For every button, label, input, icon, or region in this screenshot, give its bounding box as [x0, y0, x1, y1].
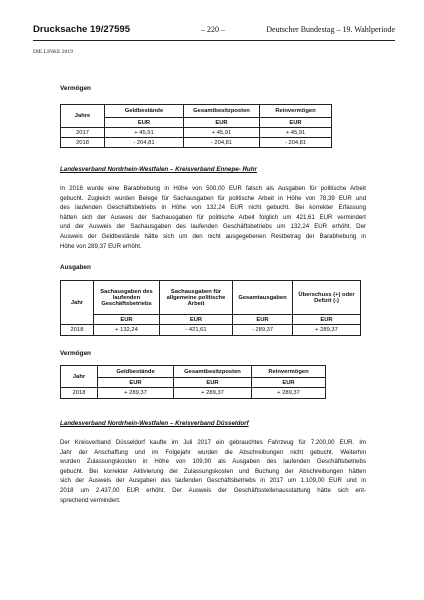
table-cell: - 204,81 [105, 138, 184, 148]
unit-cell: EUR [252, 378, 326, 388]
table-row [61, 325, 361, 336]
column-header: Jahr [61, 366, 98, 388]
column-header: Überschuss (+) oder Defizit (-) [293, 281, 361, 315]
paragraph-line: des laufenden Geschäftsbetriebs in Höhe von 132,24 EUR nicht gebucht. Bei korrekter Erfassung [60, 204, 366, 212]
paragraph-line: 2018 um 2.437,00 EUR erhöht. Der Ausweis der Geschäftsstellenausstattung hätte sich ent- [60, 486, 366, 494]
unit-cell: EUR [94, 315, 160, 325]
paragraph-duesseldorf [60, 438, 366, 505]
table-header-row [61, 105, 332, 118]
table-cell: + 289,37 [98, 388, 174, 399]
unit-cell: EUR [98, 378, 174, 388]
paragraph-line: und der Ausweis der Sachausgaben des laufenden Geschäftsbetriebs um 132,24 EUR erhöht. Der [60, 223, 366, 231]
page-header [33, 24, 395, 41]
vermoegen-heading-1: Vermögen [60, 85, 91, 92]
drucksache-number: Drucksache 19/27595 [33, 24, 131, 35]
table-row [61, 138, 332, 148]
table-cell: - 421,61 [160, 325, 233, 336]
paragraph-line: gebucht. Zugleich wurden Belege für Sachausgaben für politische Arbeit in Höhe von 78,39 EUR und [60, 194, 366, 202]
table-unit-row [61, 378, 326, 388]
paragraph-line: Ausweis der Geldbestände hätte sich um den nicht ausgegebenen Restbetrag der Barabhebung in [60, 232, 366, 240]
paragraph-line: sprechend vermindert. [60, 496, 121, 504]
table-cell: 2017 [61, 128, 105, 138]
unit-cell: EUR [160, 315, 233, 325]
section-title-ennepe-ruhr: Landesverband Nordrhein-Westfalen – Kreisverband Ennepe- Ruhr [60, 166, 257, 173]
ausgaben-table [60, 280, 361, 336]
paragraph-ennepe-ruhr [60, 184, 366, 251]
paragraph-line: Der Kreisverband Düsseldorf kaufte im Juli 2017 ein gebrauchtes Fahrzeug für 7.200,00 EUR. Im [60, 439, 366, 446]
page-number: – 220 – [201, 25, 225, 34]
table-cell: 2018 [61, 388, 98, 399]
table-cell: + 132,24 [94, 325, 160, 336]
paragraph-line: In 2018 wurde eine Barabhebung in Höhe von 500,00 EUR falsch als Ausgaben für politische Arbeit [60, 185, 366, 192]
paragraph-line: wurden Zulassungskosten in Höhe von 109,90 als Ausgaben des laufenden Geschäftsbetriebs [60, 458, 366, 466]
section-title-duesseldorf: Landesverband Nordrhein-Westfalen – Kreisverband Düsseldorf [60, 420, 249, 427]
column-header: Gesamtausgaben [233, 281, 293, 315]
party-line: DIE LINKE 2019 [33, 49, 74, 55]
paragraph-line: gebucht. Bei korrekter Aktivierung der Zulassungskosten und Buchung der Abschreibungen hätten [60, 467, 366, 475]
table-cell: + 289,37 [293, 325, 361, 336]
table-cell: + 289,37 [174, 388, 252, 399]
vermoegen-heading-2: Vermögen [60, 350, 91, 357]
table-cell: - 204,81 [260, 138, 332, 148]
table-cell: + 45,91 [260, 128, 332, 138]
column-header: Gesamtbesitzposten [174, 366, 252, 378]
column-header: Sachausgaben des laufenden Geschäftsbetriebs [94, 281, 160, 315]
vermoegen-table-1 [60, 104, 332, 148]
table-unit-row [61, 315, 361, 325]
table-cell: 2018 [61, 138, 105, 148]
column-header: Sachausgaben für allgemeine politische Arbeit [160, 281, 233, 315]
table-header-row [61, 366, 326, 378]
column-header: Geldbestände [105, 105, 184, 118]
column-header: Jahr [61, 281, 94, 325]
vermoegen-table-2 [60, 365, 326, 399]
paragraph-line: sich der Ausweis der Ausgaben des laufenden Geschäftsbetriebs in 2017 um 1.109,00 EUR und in [60, 477, 366, 485]
unit-cell: EUR [260, 118, 332, 128]
table-header-row [61, 281, 361, 315]
paragraph-line: Höhe von 289,37 EUR erhöht. [60, 242, 142, 250]
column-header: Reinvermögen [252, 366, 326, 378]
ausgaben-heading: Ausgaben [60, 264, 91, 271]
paragraph-line: Jahr der Anschaffung und im Folgejahr wurden die Abschreibungen nicht gebucht. Weiterhin [60, 448, 366, 456]
column-header: Reinvermögen [260, 105, 332, 118]
table-row [61, 128, 332, 138]
table-cell: + 45,91 [184, 128, 260, 138]
header-bundestag: Deutscher Bundestag – 19. Wahlperiode [266, 25, 395, 34]
unit-cell: EUR [233, 315, 293, 325]
column-header: Jahre [61, 105, 105, 128]
table-cell: - 289,37 [233, 325, 293, 336]
paragraph-line: hätten sich der Ausweis der Sachausgaben für politische Arbeit folglich um 421,61 EUR vermindert [60, 213, 366, 221]
table-row [61, 388, 326, 399]
unit-cell: EUR [105, 118, 184, 128]
table-cell: + 289,37 [252, 388, 326, 399]
unit-cell: EUR [174, 378, 252, 388]
column-header: Gesamtbesitzposten [184, 105, 260, 118]
table-cell: 2018 [61, 325, 94, 336]
table-cell: - 204,81 [184, 138, 260, 148]
column-header: Geldbestände [98, 366, 174, 378]
unit-cell: EUR [293, 315, 361, 325]
unit-cell: EUR [184, 118, 260, 128]
table-cell: + 45,91 [105, 128, 184, 138]
